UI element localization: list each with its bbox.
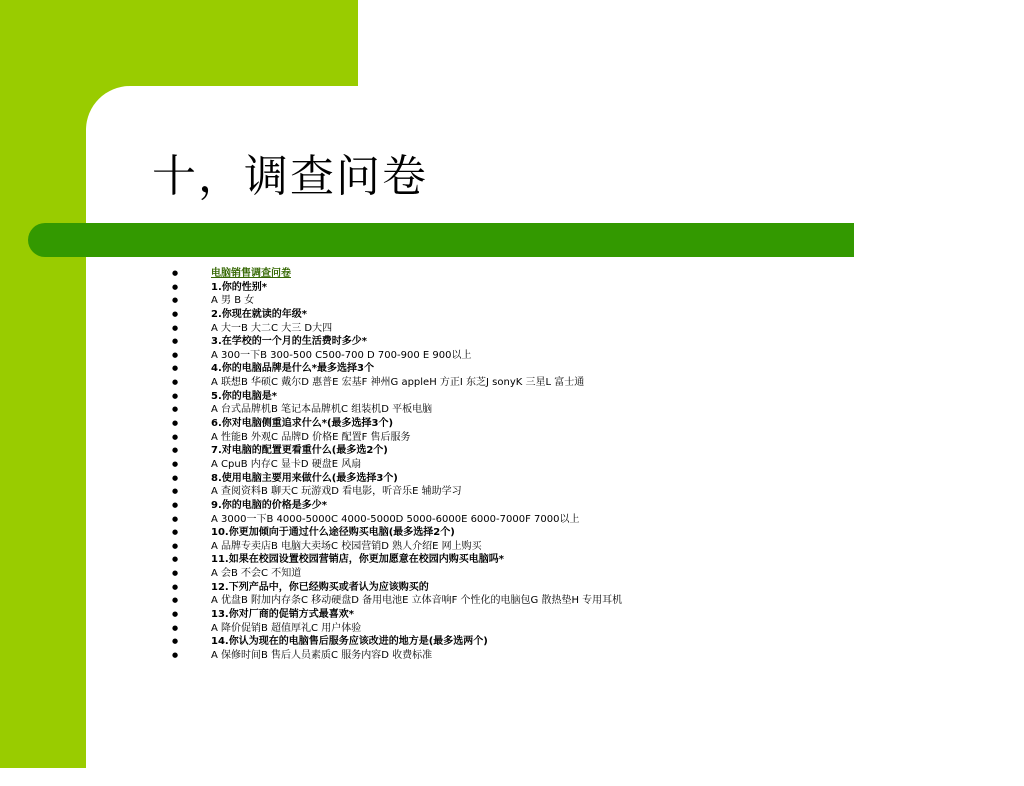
bullet-icon: ● bbox=[172, 378, 179, 387]
list-item-text: 2.你现在就读的年级* bbox=[211, 308, 307, 320]
list-item-text: A 联想B 华硕C 戴尔D 惠普E 宏基F 神州G appleH 方正I 东芝J sonyK 三星L 富士通 bbox=[211, 377, 585, 389]
list-item-text: A 台式品牌机B 笔记本品牌机C 组装机D 平板电脑 bbox=[211, 404, 433, 416]
bullet-icon: ● bbox=[172, 323, 179, 332]
list-item-text: 8.使用电脑主要用来做什么(最多选择3个) bbox=[211, 472, 398, 484]
list-item-text: 13.你对厂商的促销方式最喜欢* bbox=[211, 609, 354, 621]
bullet-icon: ● bbox=[172, 596, 179, 605]
bullet-icon: ● bbox=[172, 582, 179, 591]
decorative-green-strip bbox=[0, 0, 86, 768]
list-item-text: 1.你的性别* bbox=[211, 281, 267, 293]
bullet-icon: ● bbox=[172, 514, 179, 523]
list-item-text: 5.你的电脑是* bbox=[211, 390, 277, 402]
list-item-text: 12.下列产品中，你已经购买或者认为应该购买的 bbox=[211, 581, 429, 593]
list-item-text: 10.你更加倾向于通过什么途径购买电脑(最多选择2个) bbox=[211, 527, 455, 539]
list-item-text: 14.你认为现在的电脑售后服务应该改进的地方是(最多选两个) bbox=[211, 636, 488, 648]
list-item-text: A 性能B 外观C 品牌D 价格E 配置F 售后服务 bbox=[211, 431, 411, 443]
bullet-icon: ● bbox=[172, 391, 179, 400]
list-item-text: A CpuB 内存C 显卡D 硬盘E 风扇 bbox=[211, 458, 362, 470]
bullet-icon: ● bbox=[172, 432, 179, 441]
list-item-text: A 品牌专卖店B 电脑大卖场C 校园营销D 熟人介绍E 网上购买 bbox=[211, 540, 482, 552]
title-divider-bar bbox=[28, 223, 854, 257]
bullet-icon: ● bbox=[172, 500, 179, 509]
bullet-icon: ● bbox=[172, 541, 179, 550]
bullet-icon: ● bbox=[172, 555, 179, 564]
bullet-icon: ● bbox=[172, 364, 179, 373]
bullet-icon: ● bbox=[172, 610, 179, 619]
list-item-text: A 查阅资料B 聊天C 玩游戏D 看电影，听音乐E 辅助学习 bbox=[211, 486, 462, 498]
list-item-text: 9.你的电脑的价格是多少* bbox=[211, 499, 327, 511]
bullet-icon: ● bbox=[172, 623, 179, 632]
bullet-icon: ● bbox=[172, 309, 179, 318]
list-item-text: A 降价促销B 超值厚礼C 用户体验 bbox=[211, 622, 362, 634]
bullet-icon: ● bbox=[172, 569, 179, 578]
list-item-text: 4.你的电脑品牌是什么*最多选择3个 bbox=[211, 363, 374, 375]
list-item-text: A 300一下B 300-500 C500-700 D 700-900 E 900以上 bbox=[211, 349, 472, 361]
bullet-icon: ● bbox=[172, 282, 179, 291]
bullet-icon: ● bbox=[172, 487, 179, 496]
bullet-icon: ● bbox=[172, 296, 179, 305]
bullet-icon: ● bbox=[172, 637, 179, 646]
bullet-icon: ● bbox=[172, 337, 179, 346]
bullet-icon: ● bbox=[172, 350, 179, 359]
bullet-icon: ● bbox=[172, 405, 179, 414]
bullet-icon: ● bbox=[172, 650, 179, 659]
list-item-text: A 3000一下B 4000-5000C 4000-5000D 5000-6000E 6000-7000F 7000以上 bbox=[211, 513, 580, 525]
list-item-text: 6.你对电脑侧重追求什么*(最多选择3个) bbox=[211, 418, 394, 430]
list-item-text: 7.对电脑的配置更看重什么(最多选2个) bbox=[211, 445, 388, 457]
bullet-icon: ● bbox=[172, 528, 179, 537]
slide-title: 十，调查问卷 bbox=[152, 151, 428, 202]
bullet-icon: ● bbox=[172, 459, 179, 468]
list-item-text: A 男 B 女 bbox=[211, 295, 255, 307]
list-item-text: A 优盘B 附加内存条C 移动硬盘D 备用电池E 立体音响F 个性化的电脑包G 散热垫H 专用耳机 bbox=[211, 595, 623, 607]
bullet-icon: ● bbox=[172, 269, 179, 277]
bullet-icon: ● bbox=[172, 446, 179, 455]
list-item-text: A 会B 不会C 不知道 bbox=[211, 568, 302, 580]
list-item-text: 3.在学校的一个月的生活费时多少* bbox=[211, 336, 367, 348]
bullet-icon: ● bbox=[172, 473, 179, 482]
list-item-text: A 大一B 大二C 大三 D大四 bbox=[211, 322, 333, 334]
list-item-text[interactable]: 电脑销售调查问卷 bbox=[211, 268, 291, 279]
bullet-icon: ● bbox=[172, 419, 179, 428]
list-item-text: A 保修时间B 售后人员素质C 服务内容D 收费标准 bbox=[211, 649, 433, 661]
list-item-text: 11.如果在校园设置校园营销店，你更加愿意在校园内购买电脑吗* bbox=[211, 554, 504, 566]
